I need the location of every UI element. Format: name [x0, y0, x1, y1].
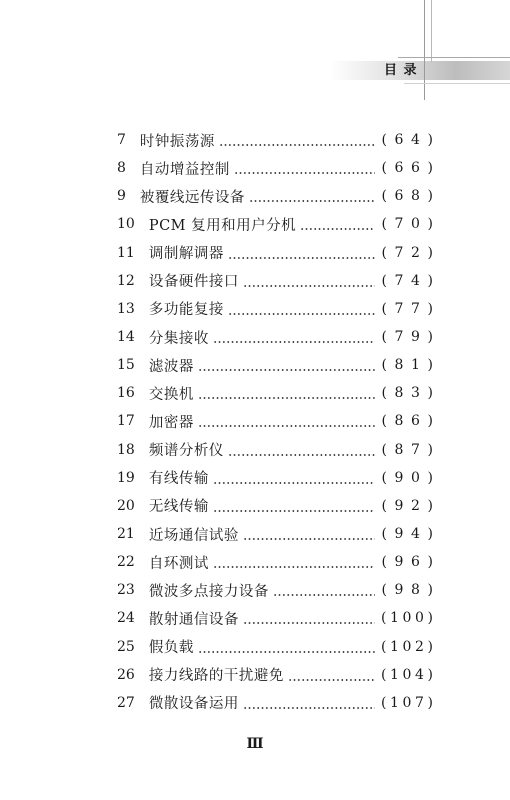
entry-number: 8	[117, 160, 126, 177]
toc-entry	[117, 379, 441, 407]
entry-page: (100)	[380, 610, 437, 627]
entry-title: 微散设备运用	[148, 696, 239, 713]
entry-page: (90)	[381, 469, 441, 486]
entry-title: 滤波器	[148, 358, 194, 375]
dot-leader	[288, 661, 375, 689]
entry-number: 9	[117, 188, 126, 205]
entry-page: (87)	[381, 441, 441, 458]
entry-number: 11	[117, 244, 135, 261]
dot-leader	[234, 154, 376, 182]
entry-number: 16	[117, 385, 135, 402]
dot-leader	[300, 210, 375, 238]
entry-number: 25	[117, 638, 135, 655]
entry-page: (70)	[381, 216, 441, 233]
entry-page: (74)	[381, 272, 441, 289]
toc-entry	[117, 407, 441, 435]
header-rule-horizontal	[398, 57, 510, 58]
entry-title: 加密器	[148, 414, 194, 431]
toc-entry	[117, 576, 441, 604]
entry-number: 23	[117, 582, 135, 599]
page-number: Ⅲ	[246, 736, 264, 752]
entry-page: (98)	[381, 582, 441, 599]
entry-title: 多功能复接	[148, 302, 224, 319]
toc-entry	[117, 689, 437, 717]
dot-leader	[219, 126, 376, 154]
dot-leader	[249, 182, 376, 210]
toc-entry	[117, 295, 441, 323]
dot-leader	[198, 351, 376, 379]
toc-entry	[117, 182, 441, 210]
entry-number: 27	[117, 694, 135, 711]
toc-entry	[117, 210, 441, 238]
entry-page: (94)	[381, 526, 441, 543]
entry-number: 10	[117, 216, 135, 233]
entry-title: 设备硬件接口	[148, 274, 239, 291]
entry-number: 18	[117, 441, 135, 458]
entry-page: (104)	[380, 666, 437, 683]
entry-number: 13	[117, 300, 135, 317]
entry-title: 被覆线远传设备	[139, 189, 245, 206]
entry-page: (66)	[381, 160, 441, 177]
entry-number: 17	[117, 413, 135, 430]
entry-page: (83)	[381, 385, 441, 402]
toc-entry	[117, 239, 441, 267]
header-rule-horizontal-secondary	[404, 83, 510, 84]
entry-number: 7	[117, 132, 126, 149]
entry-number: 26	[117, 666, 135, 683]
entry-page: (81)	[381, 357, 441, 374]
toc-entry	[117, 267, 441, 295]
entry-page: (72)	[381, 244, 441, 261]
entry-title: 交换机	[148, 386, 194, 403]
dot-leader	[228, 436, 376, 464]
entry-page: (96)	[381, 554, 441, 571]
toc-entry	[117, 351, 441, 379]
entry-page: (77)	[381, 300, 441, 317]
entry-number: 20	[117, 497, 135, 514]
entry-number: 14	[117, 329, 135, 346]
entry-page: (92)	[381, 497, 441, 514]
header-rule-vertical	[424, 0, 425, 100]
entry-number: 15	[117, 357, 135, 374]
entry-number: 21	[117, 526, 135, 543]
entry-title: 接力线路的干扰避免	[148, 668, 284, 685]
entry-page: (64)	[381, 132, 441, 149]
header-rule-vertical-secondary	[431, 0, 432, 62]
entry-title: 假负载	[148, 640, 194, 657]
table-of-contents	[117, 126, 441, 717]
dot-leader	[213, 323, 376, 351]
dot-leader	[213, 548, 376, 576]
entry-title: 近场通信试验	[148, 527, 239, 544]
toc-entry	[117, 661, 437, 689]
toc-entry	[117, 633, 437, 661]
header-band	[330, 61, 510, 80]
dot-leader	[198, 407, 376, 435]
entry-title: 无线传输	[148, 499, 209, 516]
entry-title: PCM 复用和用户分机	[148, 217, 297, 234]
entry-title: 散射通信设备	[148, 611, 239, 628]
entry-title: 自动增益控制	[139, 161, 230, 178]
toc-entry	[117, 548, 441, 576]
dot-leader	[228, 239, 376, 267]
entry-title: 时钟振荡源	[139, 133, 215, 150]
dot-leader	[243, 520, 376, 548]
entry-page: (68)	[381, 188, 441, 205]
entry-page: (79)	[381, 329, 441, 346]
dot-leader	[243, 604, 375, 632]
entry-number: 22	[117, 554, 135, 571]
toc-entry	[117, 323, 441, 351]
toc-entry	[117, 520, 441, 548]
entry-title: 微波多点接力设备	[148, 583, 269, 600]
dot-leader	[228, 295, 376, 323]
toc-entry	[117, 464, 441, 492]
dot-leader	[243, 267, 376, 295]
entry-page: (107)	[380, 694, 437, 711]
section-title: 目 录	[384, 63, 418, 78]
toc-entry	[117, 436, 441, 464]
entry-title: 调制解调器	[148, 246, 224, 263]
dot-leader	[198, 633, 375, 661]
entry-page: (102)	[380, 638, 437, 655]
entry-title: 有线传输	[148, 471, 209, 488]
entry-number: 24	[117, 610, 135, 627]
toc-entry	[117, 604, 437, 632]
dot-leader	[213, 492, 376, 520]
dot-leader	[243, 689, 375, 717]
dot-leader	[198, 379, 376, 407]
dot-leader	[273, 576, 376, 604]
entry-number: 12	[117, 272, 135, 289]
toc-entry	[117, 154, 441, 182]
dot-leader	[213, 464, 376, 492]
toc-entry	[117, 126, 441, 154]
entry-title: 自环测试	[148, 555, 209, 572]
entry-title: 频谱分析仪	[148, 443, 224, 460]
entry-page: (86)	[381, 413, 441, 430]
toc-entry	[117, 492, 441, 520]
entry-number: 19	[117, 469, 135, 486]
entry-title: 分集接收	[148, 330, 209, 347]
